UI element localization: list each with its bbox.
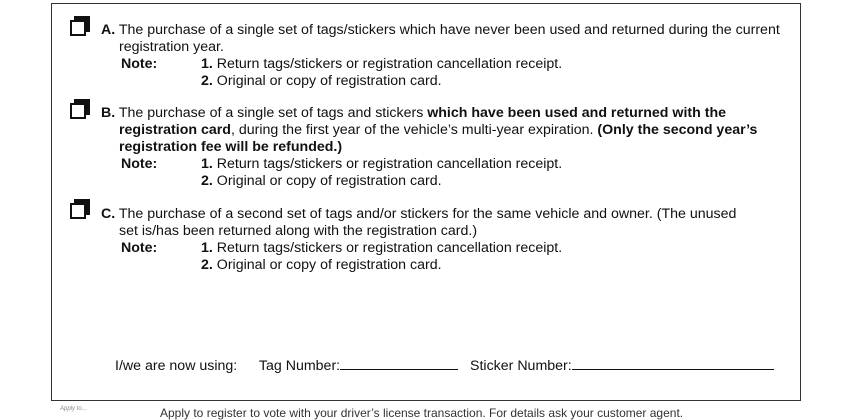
- option-b-line3: registration fee will be refunded.): [119, 139, 343, 155]
- option-a-letter: A.: [101, 22, 116, 38]
- option-a-note2-num: 2.: [201, 73, 213, 89]
- footer-small-label: Apply to...: [60, 406, 87, 412]
- option-b-text-2b: , during the first year of the vehicle’s multi-year expiration.: [230, 122, 598, 138]
- using-row: [115, 357, 774, 375]
- option-a-line2: registration year.: [119, 39, 224, 55]
- option-b-line1: [101, 105, 726, 122]
- option-a-note1-num: 1.: [201, 56, 213, 72]
- option-c-note1-text: Return tags/stickers or registration cancellation receipt.: [216, 240, 563, 256]
- option-c-checkbox[interactable]: [70, 203, 86, 219]
- option-b-note2-num: 2.: [201, 173, 213, 189]
- option-b-text-2a: registration card: [119, 122, 231, 138]
- option-b-line2: [119, 122, 757, 139]
- option-a-text-1: The purchase of a single set of tags/stickers which have never been used and returned during the current: [118, 22, 780, 38]
- tag-number-field[interactable]: [340, 357, 458, 370]
- option-a-note1: [201, 56, 562, 73]
- option-c-note2-num: 2.: [201, 257, 213, 273]
- option-b-text-2c: (Only the second year’s: [597, 122, 758, 138]
- option-c-text-1: The purchase of a second set of tags and/or stickers for the same vehicle and owner. (The unused: [118, 206, 737, 222]
- sticker-number-label: Sticker Number:: [470, 358, 572, 374]
- option-b-text-1a: The purchase of a single set of tags and stickers: [118, 105, 428, 121]
- footer-text: Apply to register to vote with your driver’s license transaction. For details ask your customer agent.: [160, 406, 684, 420]
- option-b-note2-text: Original or copy of registration card.: [216, 173, 442, 189]
- option-b-note1-num: 1.: [201, 156, 213, 172]
- tag-number-label: Tag Number:: [258, 358, 341, 374]
- sticker-number-field[interactable]: [572, 357, 774, 370]
- option-b-checkbox[interactable]: [70, 103, 86, 119]
- option-c-note2-text: Original or copy of registration card.: [216, 257, 442, 273]
- option-b-text-1b: which have been used and returned with the: [427, 105, 727, 121]
- option-c-line2: set is/has been returned along with the registration card.): [119, 223, 478, 239]
- option-b-note2: [201, 173, 442, 190]
- option-c-note-label: Note:: [121, 240, 158, 256]
- option-b-note-label: Note:: [121, 156, 158, 172]
- option-a-note1-text: Return tags/stickers or registration cancellation receipt.: [216, 56, 563, 72]
- option-b-note1-text: Return tags/stickers or registration cancellation receipt.: [216, 156, 563, 172]
- option-c-letter: C.: [101, 206, 116, 222]
- option-a-note-label: Note:: [121, 56, 158, 72]
- option-a-note2-text: Original or copy of registration card.: [216, 73, 442, 89]
- option-c-line1: [101, 206, 736, 223]
- option-b-note1: [201, 156, 562, 173]
- using-label: I/we are now using:: [115, 358, 238, 374]
- option-c-note2: [201, 257, 442, 274]
- option-a-checkbox[interactable]: [70, 20, 86, 36]
- option-b-letter: B.: [101, 105, 116, 121]
- option-a-note2: [201, 73, 442, 90]
- option-c-note1-num: 1.: [201, 240, 213, 256]
- option-c-note1: [201, 240, 562, 257]
- option-a-line1: [101, 22, 780, 39]
